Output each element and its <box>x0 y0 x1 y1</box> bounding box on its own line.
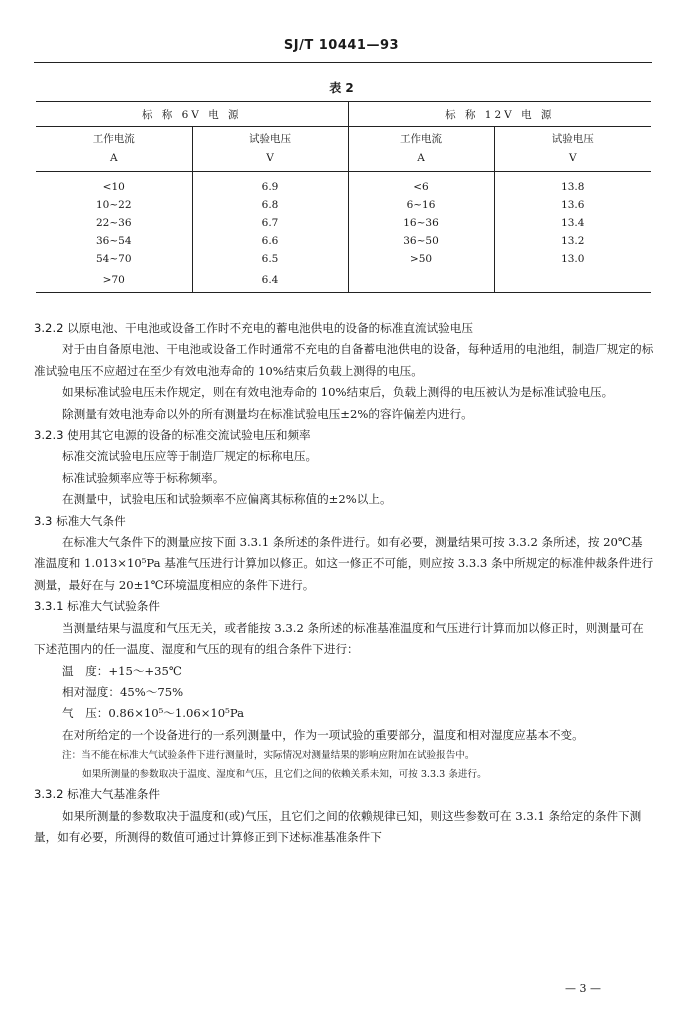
table-row <box>36 232 651 250</box>
group-6v-header: 标 称 6V 电 源 <box>36 102 348 127</box>
col-current-label: 工作电流 <box>400 133 442 145</box>
col-current-unit: A <box>109 152 118 164</box>
table-group-header-row <box>36 102 651 127</box>
current-6v-cell: 10~22 <box>36 196 192 214</box>
paragraph: 标准试验频率应等于标称频率。 <box>62 470 225 485</box>
voltage-12v-cell: 13.8 <box>561 181 585 193</box>
note-1: 注：当不能在标准大气试验条件下进行测量时，实际情况对测量结果的影响应附加在试验报告中。 <box>62 750 475 762</box>
paragraph: 除测量有效电池寿命以外的所有测量均在标准试验电压±2%的容许偏差内进行。 <box>62 406 473 421</box>
current-12v-cell: <6 <box>348 172 494 197</box>
paragraph: 在标准大气条件下的测量应按下面 3.3.1 条所述的条件进行。如有必要，测量结果可按 3.3.2 条所述，按 20℃基准温度和 1.013×10⁵Pa 基准气压进行计算加以修正。如这一修正不可能，则应按 3.3.3 条中所规定的标准仲裁条件进行测量，最好在与 20±1℃环境温度相应的条件下进行。 <box>34 535 654 592</box>
paragraph: 当测量结果与温度和气压无关，或者能按 3.3.2 条所述的标准基准温度和气压进行计算而加以修正时，则测量可在下述范围内的任一温度、湿度和气压的现有的组合条件下进行： <box>34 620 644 657</box>
paragraph: 在测量中，试验电压和试验频率不应偏离其标称值的±2%以上。 <box>62 492 392 507</box>
col-header-voltage-12v <box>494 127 651 172</box>
pressure-condition: 气 压：0.86×10⁵～1.06×10⁵Pa <box>62 706 245 721</box>
page-number: — 3 — <box>565 982 601 995</box>
current-12v-cell: 6~16 <box>348 196 494 214</box>
header-rule <box>34 62 652 63</box>
humidity-condition: 相对湿度：45%～75% <box>62 684 184 699</box>
current-6v-cell: 36~54 <box>36 232 192 250</box>
note-2: 如果所测量的参数取决于温度、湿度和气压，且它们之间的依赖关系未知，可按 3.3.3 条进行。 <box>82 769 487 781</box>
col-header-current-6v <box>36 127 192 172</box>
paragraph: 对于由自备原电池、干电池或设备工作时通常不充电的自备蓄电池供电的设备，每种适用的电池组，制造厂规定的标准试验电压不应超过在至少有效电池寿命的 10%结束后负载上测得的电压。 <box>34 342 654 378</box>
table-row <box>36 250 651 268</box>
voltage-table <box>36 101 651 293</box>
voltage-12v-cell: 13.4 <box>561 217 585 229</box>
paragraph: 如果标准试验电压未作规定，则在有效电池寿命的 10%结束后，负载上测得的电压被认为是标准试验电压。 <box>62 385 614 400</box>
current-12v-cell: 16~36 <box>348 214 494 232</box>
section-3-3-title: 3.3 标准大气条件 <box>34 513 126 528</box>
col-voltage-label: 试验电压 <box>249 133 291 145</box>
group-12v-header: 标 称 12V 电 源 <box>348 102 651 127</box>
temperature-condition: 温 度：+15～+35℃ <box>62 663 182 678</box>
col-current-label: 工作电流 <box>92 133 135 145</box>
col-header-voltage-6v <box>192 127 348 172</box>
section-3-2-2-title: 3.2.2 以原电池、干电池或设备工作时不充电的蓄电池供电的设备的标准直流试验电压 <box>34 321 473 335</box>
voltage-12v-cell: 13.0 <box>561 253 585 265</box>
col-header-current-12v <box>348 127 494 172</box>
table-column-header-row <box>36 127 651 172</box>
current-6v-cell: 54~70 <box>36 250 192 268</box>
voltage-12v-cell <box>494 268 651 293</box>
col-voltage-label: 试验电压 <box>551 133 594 145</box>
voltage-6v-cell: 6.5 <box>192 250 348 268</box>
voltage-6v-cell: 6.4 <box>192 268 348 293</box>
voltage-6v-cell: 6.9 <box>192 172 348 197</box>
col-current-unit: A <box>417 152 425 164</box>
table-row <box>36 196 651 214</box>
current-6v-cell: <10 <box>36 172 192 197</box>
voltage-6v-cell: 6.6 <box>192 232 348 250</box>
voltage-6v-cell: 6.8 <box>192 196 348 214</box>
standard-code-header: SJ/T 10441—93 <box>283 38 400 53</box>
table-row <box>36 214 651 232</box>
current-6v-cell: 22~36 <box>36 214 192 232</box>
current-12v-cell: >50 <box>348 250 494 268</box>
col-voltage-unit: V <box>568 152 577 164</box>
paragraph: 如果所测量的参数取决于温度和(或)气压，且它们之间的依赖规律已知，则这些参数可在 3.3.1 条给定的条件下测量，如有必要，所测得的数值可通过计算修正到下述标准基准条件下 <box>34 808 642 844</box>
voltage-12v-cell: 13.2 <box>561 235 585 247</box>
paragraph: 标准交流试验电压应等于制造厂规定的标称电压。 <box>62 449 318 464</box>
paragraph: 在对所给定的一个设备进行的一系列测量中，作为一项试验的重要部分，温度和相对湿度应基本不变。 <box>62 727 584 742</box>
table-caption: 表 2 <box>329 81 354 95</box>
current-12v-cell <box>348 268 494 293</box>
voltage-12v-cell: 13.6 <box>561 199 585 211</box>
table-row <box>36 172 651 197</box>
col-voltage-unit: V <box>266 152 274 164</box>
current-12v-cell: 36~50 <box>348 232 494 250</box>
document-body <box>34 318 654 848</box>
section-3-3-1-title: 3.3.1 标准大气试验条件 <box>34 599 160 614</box>
table-row <box>36 268 651 293</box>
section-3-3-2-title: 3.3.2 标准大气基准条件 <box>34 787 160 802</box>
section-3-2-3-title: 3.2.3 使用其它电源的设备的标准交流试验电压和频率 <box>34 428 311 443</box>
current-6v-cell: >70 <box>36 268 192 293</box>
voltage-6v-cell: 6.7 <box>192 214 348 232</box>
